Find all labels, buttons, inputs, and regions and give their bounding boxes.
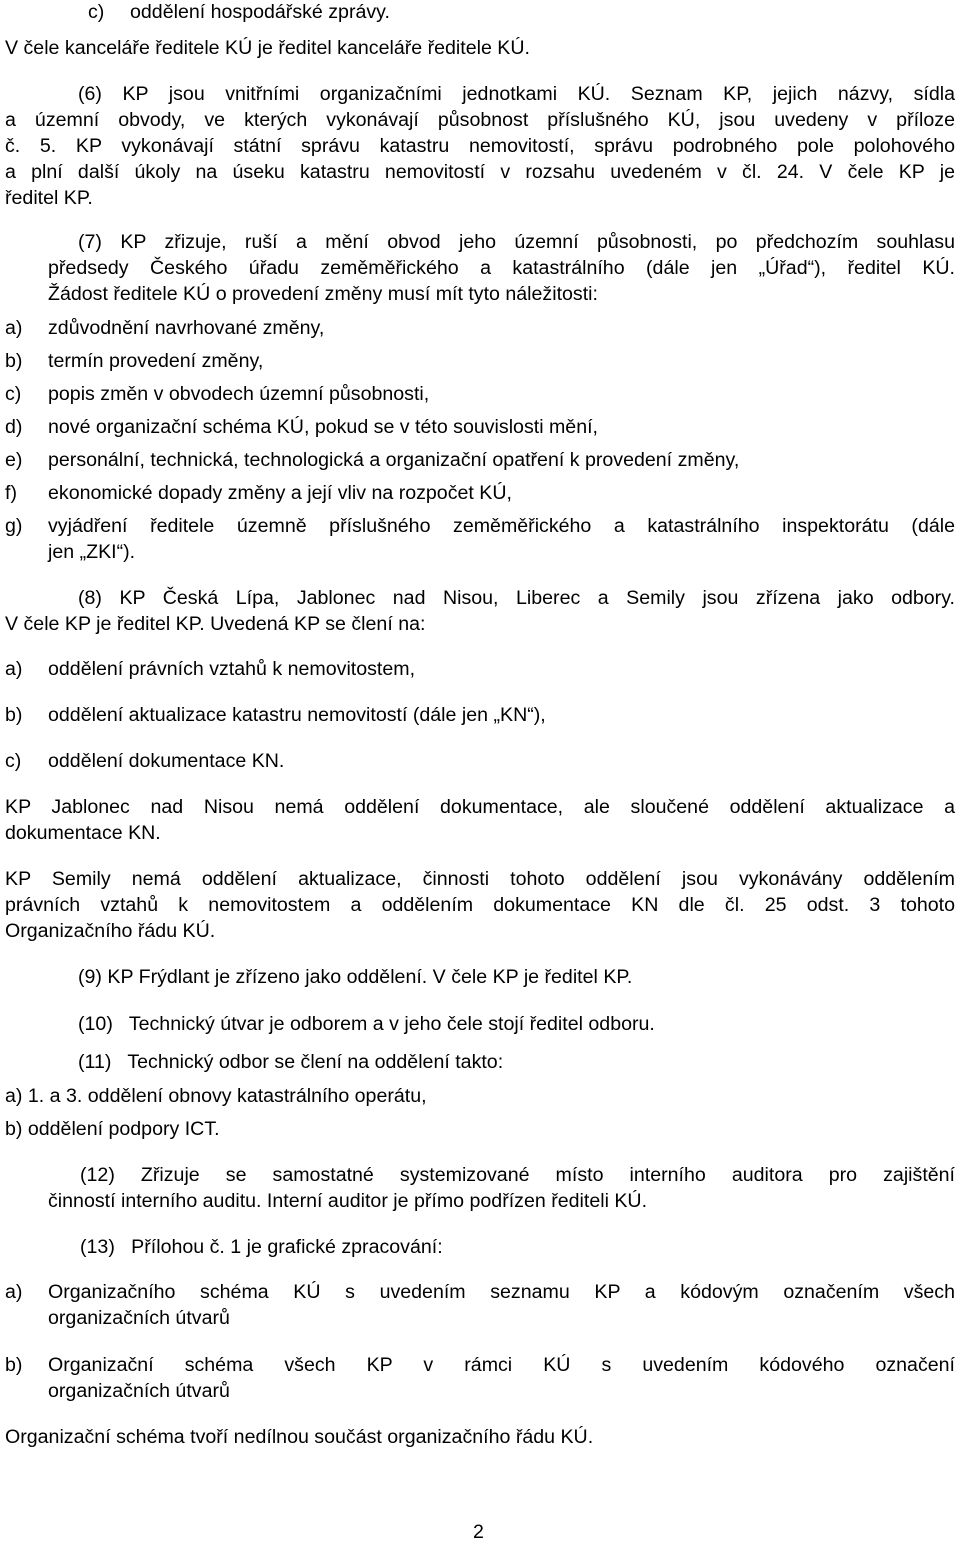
list-item-text: oddělení právních vztahů k nemovitostem, bbox=[48, 658, 416, 680]
list-item-label: b) bbox=[5, 350, 23, 372]
jablonec-line: KP Jablonec nad Nisou nemá oddělení dokumentace, ale sloučené oddělení aktualizace a bbox=[5, 796, 955, 818]
list-item-text: organizačních útvarů bbox=[48, 1380, 230, 1402]
list-item-text: popis změn v obvodech územní působnosti, bbox=[48, 383, 430, 405]
list-item-text: oddělení aktualizace katastru nemovitostí (dále jen „KN“), bbox=[48, 704, 546, 726]
para6-line: č. 5. KP vykonávají státní správu katastru nemovitostí, správu podrobného pole polohového bbox=[5, 135, 955, 157]
para13-line: (13) Přílohou č. 1 je grafické zpracování: bbox=[80, 1236, 443, 1258]
semily-line: KP Semily nemá oddělení aktualizace, činnosti tohoto oddělení jsou vykonávány oddělením bbox=[5, 868, 955, 890]
list11-line: b) oddělení podpory ICT. bbox=[5, 1118, 220, 1140]
para6-line: a plní další úkoly na úseku katastru nemovitostí v rozsahu uvedeném v čl. 24. V čele KP je bbox=[5, 161, 955, 183]
list-item-text: personální, technická, technologická a organizační opatření k provedení změny, bbox=[48, 449, 740, 471]
para7-line: Žádost ředitele KÚ o provedení změny musí mít tyto náležitosti: bbox=[48, 283, 598, 305]
para8-line: V čele KP je ředitel KP. Uvedená KP se člení na: bbox=[5, 613, 426, 635]
list11-line: a) 1. a 3. oddělení obnovy katastrálního operátu, bbox=[5, 1085, 427, 1107]
list-item-text: oddělení hospodářské zprávy. bbox=[130, 1, 390, 23]
para12-line: (12) Zřizuje se samostatné systemizované místo interního auditora pro zajištění bbox=[80, 1164, 955, 1186]
list-item-text: organizačních útvarů bbox=[48, 1307, 230, 1329]
list-item-text: nové organizační schéma KÚ, pokud se v této souvislosti mění, bbox=[48, 416, 598, 438]
para7-line: předsedy Českého úřadu zeměměřického a katastrálního (dále jen „Úřad“), ředitel KÚ. bbox=[48, 257, 955, 279]
list-item-label: e) bbox=[5, 449, 23, 471]
jablonec-line: dokumentace KN. bbox=[5, 822, 161, 844]
para6-line: a územní obvody, ve kterých vykonávají působnost příslušného KÚ, jsou uvedeny v příloze bbox=[5, 109, 955, 131]
list-item-text: oddělení dokumentace KN. bbox=[48, 750, 285, 772]
paragraph-line: V čele kanceláře ředitele KÚ je ředitel kanceláře ředitele KÚ. bbox=[5, 37, 530, 59]
list-item-label: c) bbox=[88, 1, 105, 23]
list-item-label: f) bbox=[5, 482, 17, 504]
list-item-label: a) bbox=[5, 658, 23, 680]
list-item-text: ekonomické dopady změny a její vliv na rozpočet KÚ, bbox=[48, 482, 512, 504]
para6-line: ředitel KP. bbox=[5, 187, 93, 209]
list-item-label: b) bbox=[5, 1354, 23, 1376]
para11-line: (11) Technický odbor se člení na oddělení takto: bbox=[78, 1051, 504, 1073]
semily-line: Organizačního řádu KÚ. bbox=[5, 920, 216, 942]
para12-line: činností interního auditu. Interní auditor je přímo podřízen řediteli KÚ. bbox=[48, 1190, 648, 1212]
para9-line: (9) KP Frýdlant je zřízeno jako oddělení. V čele KP je ředitel KP. bbox=[78, 966, 633, 988]
list-item-text: Organizační schéma všech KP v rámci KÚ s uvedením kódového označení bbox=[48, 1354, 955, 1376]
para10-line: (10) Technický útvar je odborem a v jeho čele stojí ředitel odboru. bbox=[78, 1013, 655, 1035]
list-item-label: g) bbox=[5, 515, 23, 537]
closing-line: Organizační schéma tvoří nedílnou součást organizačního řádu KÚ. bbox=[5, 1426, 594, 1448]
list-item-text: vyjádření ředitele územně příslušného zeměměřického a katastrálního inspektorátu (dále bbox=[48, 515, 955, 537]
list-item-text: termín provedení změny, bbox=[48, 350, 264, 372]
list-item-text: zdůvodnění navrhované změny, bbox=[48, 317, 325, 339]
list-item-label: b) bbox=[5, 704, 23, 726]
list-item-label: c) bbox=[5, 383, 22, 405]
list-item-label: a) bbox=[5, 317, 23, 339]
list-item-text: Organizačního schéma KÚ s uvedením seznamu KP a kódovým označením všech bbox=[48, 1281, 955, 1303]
list-item-text: jen „ZKI“). bbox=[48, 541, 136, 563]
list-item-label: c) bbox=[5, 750, 22, 772]
para8-line: (8) KP Česká Lípa, Jablonec nad Nisou, Liberec a Semily jsou zřízena jako odbory. bbox=[78, 587, 955, 609]
para6-line: (6) KP jsou vnitřními organizačními jednotkami KÚ. Seznam KP, jejich názvy, sídla bbox=[78, 83, 955, 105]
list-item-label: d) bbox=[5, 416, 23, 438]
semily-line: právních vztahů k nemovitostem a oddělením dokumentace KN dle čl. 25 odst. 3 tohoto bbox=[5, 894, 955, 916]
list-item-label: a) bbox=[5, 1281, 23, 1303]
page-number: 2 bbox=[473, 1521, 484, 1543]
para7-line: (7) KP zřizuje, ruší a mění obvod jeho územní působnosti, po předchozím souhlasu bbox=[78, 231, 955, 253]
